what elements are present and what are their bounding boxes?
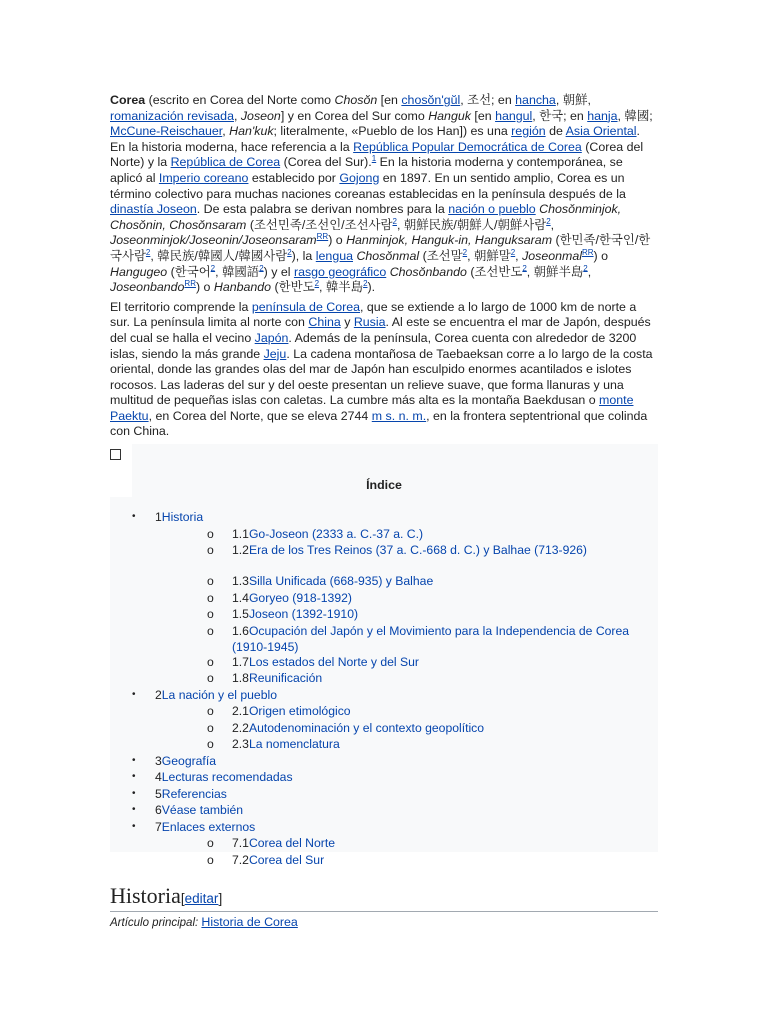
text-run: y xyxy=(340,315,354,330)
text-run: ] y en Corea del Sur como xyxy=(280,108,429,123)
italic-term: Hangugeo xyxy=(110,264,168,279)
toc-bullet: • xyxy=(132,787,136,799)
toc-sub-bullet: o xyxy=(207,654,214,669)
edit-section xyxy=(181,891,222,906)
inline-link[interactable]: lengua xyxy=(315,248,353,263)
toc-sub-number: 7.2 xyxy=(232,852,249,867)
toc-entry[interactable] xyxy=(155,786,227,803)
reference-link[interactable]: 2 xyxy=(462,247,468,257)
toc-sub-link[interactable]: Reunificación xyxy=(248,671,323,686)
text-run: ; literalmente, «Pueblo de los Han]) es una xyxy=(273,124,512,139)
text-run: , 朝鮮, xyxy=(555,93,591,107)
text-run: (한민족/한국인/한국사람 xyxy=(110,233,651,263)
text-run: (한반도 xyxy=(271,280,315,295)
reference-link[interactable]: RR xyxy=(316,232,329,242)
toc-bullet: • xyxy=(132,771,136,783)
toc-sub-link[interactable]: Corea del Norte xyxy=(248,836,335,851)
italic-term: Hanbando xyxy=(213,280,272,295)
inline-link[interactable]: República de Corea xyxy=(170,155,281,170)
reference-link[interactable]: RR xyxy=(581,247,594,257)
territory-paragraph xyxy=(110,300,658,440)
toc-entry[interactable] xyxy=(155,687,277,704)
inline-link[interactable]: m s. n. m. xyxy=(371,408,427,423)
text-run: (한국어 xyxy=(167,264,211,279)
text-run: En la historia moderna y contemporánea, se aplicó al xyxy=(110,155,623,185)
toc-sub-bullet: o xyxy=(207,574,214,589)
toc-sub-link[interactable]: Joseon (1392-1910) xyxy=(248,607,359,622)
text-run: (escrito en Corea del Norte como xyxy=(145,93,335,107)
toc-sub-link[interactable]: Autodenominación y el contexto geopolítico xyxy=(248,720,485,735)
text-run: , 韓半島 xyxy=(319,280,364,295)
italic-term: Chosŏn xyxy=(334,93,378,107)
text-run: establecido por xyxy=(248,170,340,185)
reference-link[interactable]: 2 xyxy=(583,263,588,273)
toc-sub-number: 1.8 xyxy=(232,671,249,686)
toc-link[interactable]: La nación y el pueblo xyxy=(161,687,277,702)
toc-subentry[interactable] xyxy=(232,703,351,720)
italic-term: Joseonmal xyxy=(522,248,582,263)
text-run: , 朝鮮民族/朝鮮人/朝鮮사람 xyxy=(396,217,547,232)
text-run: ) o xyxy=(195,280,214,295)
reference-link[interactable]: RR xyxy=(184,279,196,288)
toc-sub-number: 1.5 xyxy=(232,607,249,622)
toc-bullet: • xyxy=(132,511,136,523)
toc-sub-number: 1.1 xyxy=(232,526,249,541)
reference-link[interactable]: 2 xyxy=(522,263,527,273)
inline-link[interactable]: Imperio coreano xyxy=(158,170,249,185)
toc-sub-number: 2.2 xyxy=(232,720,249,735)
toc-bullet: • xyxy=(132,754,136,766)
inline-link[interactable]: dinastía Joseon xyxy=(110,202,197,217)
section-title: Historia xyxy=(110,883,181,908)
inline-link[interactable]: romanización revisada xyxy=(110,108,234,123)
text-run: , que se extiende a lo largo de 1000 km de norte a sur. La península limita al norte con xyxy=(110,299,637,330)
italic-term: Chosŏnmal xyxy=(356,248,420,263)
toc-link[interactable]: Geografía xyxy=(161,753,216,768)
toc-sub-link[interactable]: Go-Joseon (2333 a. C.-37 a. C.) xyxy=(248,526,424,541)
text-run: , xyxy=(515,248,523,263)
reference-link[interactable]: 2 xyxy=(363,279,368,288)
italic-term: Joseon xyxy=(240,108,281,123)
article-body xyxy=(110,93,658,867)
toc-sub-number: 2.3 xyxy=(232,737,249,752)
toc-sub-link[interactable]: Ocupación del Japón y el Movimiento para la Independencia de Corea (1910-1945) xyxy=(232,623,630,655)
toc-number: 6 xyxy=(155,803,162,818)
main-article-prefix: Artículo principal: xyxy=(110,917,202,929)
toc-toggle-checkbox[interactable] xyxy=(110,449,121,460)
toc-sub-bullet: o xyxy=(207,704,214,719)
toc-sub-number: 1.6 xyxy=(232,623,249,638)
toc-title: Índice xyxy=(366,478,402,493)
text-run: ), la xyxy=(291,248,316,263)
text-run: , 韓國語 xyxy=(215,264,260,279)
inline-link[interactable]: región xyxy=(511,124,546,139)
text-run: , 한국; en xyxy=(532,108,588,123)
reference-link[interactable]: 2 xyxy=(510,247,516,257)
text-run: . La cadena montañosa de Taebaeksan corre a lo largo de la costa oriental, donde las grandes olas del mar de Japón han esculpido enormes acantilados e islotes rocosos. Las laderas del sur y del oeste presentan un relieve suave, que forma llanuras y una multitud de pequeñas islas con caletas. La cumbre más alta es la montaña Baekdusan o xyxy=(110,346,653,408)
toc-subentry[interactable] xyxy=(232,590,352,607)
text-run: en 1897. En un sentido amplio, Corea es un término colectivo para muchas naciones coreanas establecidas en la península después de la xyxy=(110,170,626,201)
toc-sub-bullet: o xyxy=(207,852,214,867)
toc-subentry[interactable] xyxy=(232,542,652,559)
toc-bullet: • xyxy=(132,820,136,832)
toc-sub-link[interactable]: Goryeo (918-1392) xyxy=(248,590,352,605)
text-run: ) o xyxy=(593,248,609,263)
toc-sub-bullet: o xyxy=(207,607,214,622)
table-of-contents xyxy=(110,444,658,867)
toc-sub-number: 1.4 xyxy=(232,590,249,605)
toc-number: 1 xyxy=(155,510,162,525)
text-run: , en Corea del Norte, que se eleva 2744 xyxy=(148,408,372,423)
toc-subentry[interactable] xyxy=(232,670,322,687)
italic-term: Han'kuk xyxy=(229,124,274,139)
text-run: , xyxy=(233,108,241,123)
inline-link[interactable]: hancha xyxy=(515,93,556,107)
toc-link[interactable]: Referencias xyxy=(161,786,227,801)
italic-term: Chosŏnminjok, Chosŏnin, Chosŏnsaram xyxy=(110,202,622,232)
reference-link[interactable]: 2 xyxy=(287,247,292,257)
toc-number: 4 xyxy=(155,770,162,785)
toc-link[interactable]: Lecturas recomendadas xyxy=(161,770,293,785)
reference-link[interactable]: 2 xyxy=(546,216,551,226)
toc-sub-link[interactable]: La nomenclatura xyxy=(248,737,340,752)
inline-link[interactable]: península de Corea xyxy=(251,299,361,314)
text-run: (조선말 xyxy=(419,248,463,263)
edit-bracket-close: ] xyxy=(218,891,223,906)
reference-sup xyxy=(582,248,594,257)
text-run: . De esta palabra se derivan nombres para la xyxy=(196,202,449,217)
italic-term: Hanminjok, Hanguk-in, Hanguksaram xyxy=(346,233,553,248)
text-run: (조선민족/조선인/조선사람 xyxy=(246,217,393,232)
toc-subentry[interactable] xyxy=(232,852,324,869)
toc-entry[interactable] xyxy=(155,819,255,836)
toc-subentry[interactable] xyxy=(232,606,358,623)
text-run: , 朝鮮半島 xyxy=(526,264,584,279)
bold-term: Corea xyxy=(110,93,146,107)
toc-sub-bullet: o xyxy=(207,720,214,735)
reference-sup xyxy=(317,232,329,241)
inline-link[interactable]: rasgo geográfico xyxy=(293,264,387,279)
toc-number: 7 xyxy=(155,819,162,834)
text-run: [en xyxy=(470,108,496,123)
toc-sub-bullet: o xyxy=(207,543,214,558)
inline-link[interactable]: Jeju xyxy=(263,346,287,361)
reference-link[interactable]: 2 xyxy=(392,216,397,226)
inline-link[interactable]: chosŏn'gŭl xyxy=(401,93,461,107)
text-run: ) o xyxy=(328,233,347,248)
toc-sub-link[interactable]: Silla Unificada (668-935) y Balhae xyxy=(248,574,434,589)
toc-sub-number: 1.3 xyxy=(232,574,249,589)
toc-subentry[interactable] xyxy=(232,573,433,590)
text-run: , 韓國; xyxy=(617,108,653,123)
toc-entry[interactable] xyxy=(155,769,293,786)
italic-term: Chosŏnbando xyxy=(389,264,467,279)
inline-link[interactable]: China xyxy=(308,315,341,330)
inline-link[interactable]: Gojong xyxy=(339,170,380,185)
toc-sub-link[interactable]: Era de los Tres Reinos (37 a. C.-668 d. C.) y Balhae (713-926) xyxy=(248,543,587,558)
reference-link[interactable]: 2 xyxy=(259,263,264,273)
inline-link[interactable]: monte Paektu xyxy=(110,393,634,423)
toc-entry[interactable] xyxy=(155,753,216,770)
text-run: , xyxy=(550,217,555,232)
toc-subentry[interactable] xyxy=(232,720,484,737)
main-article-note xyxy=(110,915,298,929)
toc-sub-link[interactable]: Origen etimológico xyxy=(248,704,351,719)
toc-bullet: • xyxy=(132,688,136,700)
toc-number: 3 xyxy=(155,753,162,768)
inline-link[interactable]: hanja xyxy=(587,108,618,123)
text-run: ). xyxy=(367,280,376,295)
toc-sub-bullet: o xyxy=(207,671,214,686)
toc-subentry[interactable] xyxy=(232,736,340,753)
inline-link[interactable]: Japón xyxy=(254,330,289,345)
intro-paragraph xyxy=(110,93,658,296)
text-run: . Además de la península, Corea cuenta con alrededor de 3200 islas, siendo la más grande xyxy=(110,330,637,361)
toc-sub-number: 1.2 xyxy=(232,543,249,558)
toc-sub-link[interactable]: Corea del Sur xyxy=(248,852,325,867)
reference-link[interactable]: 2 xyxy=(210,263,216,273)
reference-sup xyxy=(184,279,196,288)
text-run: (Corea del Sur). xyxy=(280,155,372,170)
toc-number: 2 xyxy=(155,687,162,702)
toc-sub-bullet: o xyxy=(207,623,214,638)
inline-link[interactable]: McCune-Reischauer xyxy=(110,124,223,139)
inline-link[interactable]: Asia Oriental xyxy=(565,124,637,139)
toc-entry[interactable] xyxy=(155,802,243,819)
text-run: , 朝鮮말 xyxy=(467,248,511,263)
inline-link[interactable]: Rusia xyxy=(353,315,386,330)
inline-link[interactable]: hangul xyxy=(495,108,533,123)
text-run: de xyxy=(545,124,566,139)
text-run: (Corea del Norte) y la xyxy=(110,139,644,170)
reference-link[interactable]: 1 xyxy=(371,154,377,164)
text-run: , en la frontera septentrional que colinda con China. xyxy=(110,408,648,439)
text-run: , xyxy=(587,264,592,279)
text-run: . En la historia moderna, hace referencia a la xyxy=(110,124,640,154)
italic-term: Hanguk xyxy=(428,108,471,123)
text-run: , 韓民族/韓國人/韓國사람 xyxy=(150,248,288,263)
toc-subentry[interactable] xyxy=(232,835,335,852)
toc-link[interactable]: Historia xyxy=(161,510,204,525)
toc-sub-number: 1.7 xyxy=(232,654,249,669)
reference-link[interactable]: 2 xyxy=(314,279,320,288)
toc-link[interactable]: Enlaces externos xyxy=(161,819,256,834)
section-heading-historia xyxy=(110,883,658,912)
toc-subentry[interactable] xyxy=(232,526,423,543)
italic-term: Joseonbando xyxy=(110,280,185,295)
toc-link[interactable]: Véase también xyxy=(161,803,244,818)
toc-sub-number: 2.1 xyxy=(232,704,249,719)
toc-sub-bullet: o xyxy=(207,590,214,605)
toc-sub-bullet: o xyxy=(207,836,214,851)
italic-term: Joseonminjok/Joseonin/Joseonsaram xyxy=(110,233,317,248)
text-run: (조선반도 xyxy=(466,264,523,279)
inline-link[interactable]: nación o pueblo xyxy=(448,202,536,217)
text-run: . Al este se encuentra el mar de Japón, después del cual se halla el vecino xyxy=(110,315,651,345)
toc-number: 5 xyxy=(155,786,162,801)
toc-sub-link[interactable]: Los estados del Norte y del Sur xyxy=(248,654,419,669)
text-run: ) y el xyxy=(263,264,294,279)
text-run: El territorio comprende la xyxy=(110,299,252,314)
toc-subentry[interactable] xyxy=(232,654,419,671)
main-article-link[interactable]: Historia de Corea xyxy=(201,915,298,929)
toc-entry[interactable] xyxy=(155,509,203,526)
text-run: , 조선; en xyxy=(460,93,516,107)
toc-sub-number: 7.1 xyxy=(232,836,249,851)
toc-bullet: • xyxy=(132,804,136,816)
toc-sub-bullet: o xyxy=(207,737,214,752)
edit-bracket-open: [ xyxy=(180,891,185,906)
text-run: [en xyxy=(377,93,402,107)
toc-sub-bullet: o xyxy=(207,526,214,541)
inline-link[interactable]: República Popular Democrática de Corea xyxy=(353,139,582,154)
toc-subentry[interactable] xyxy=(232,623,652,656)
edit-link[interactable]: editar xyxy=(184,891,219,906)
text-run: , xyxy=(222,124,230,139)
reference-link[interactable]: 2 xyxy=(145,247,151,257)
